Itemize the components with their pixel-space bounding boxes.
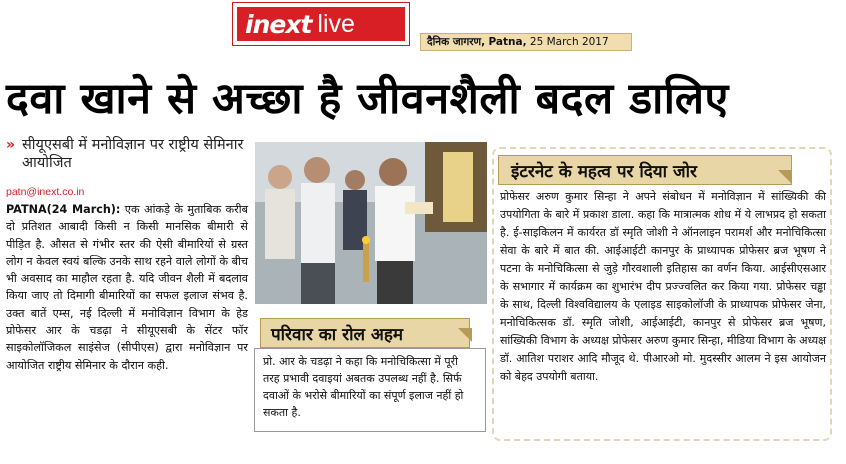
family-role-box — [254, 348, 486, 432]
source-name: दैनिक जागरण, — [427, 36, 486, 48]
heading-tail-decoration — [778, 170, 792, 184]
left-column — [6, 136, 248, 374]
source-date: 25 March 2017 — [529, 36, 609, 48]
article-body-text: एक आंकड़े के मुताबिक करीब दो प्रतिशत आबादी किसी न किसी मानसिक बीमारी से पीड़ित है. औसत से गंभीर स्तर की ऐसी बीमारियों से ग्रस्त लोग न केवल स्वयं बल्कि उनके साथ रहने वाले लोगों के बीच भी अवसाद का माहौल रहता है. यदि जीवन शैली में बदलाव किया जाए तो दिमागी बीमारियों का सफल इलाज संभव है. उक्त बातें एम्स, नई दिल्ली में मनोविज्ञान विभाग के हेड प्रोफेसर आर के चडढ़ा ने सीयूएसबी के सेंटर फॉर साइकोलॉजिकल साइंसेज (सीपीएस) द्वारा मनोविज्ञान पर आयोजित राष्ट्रीय सेमिनार के दौरान कही. — [6, 203, 248, 372]
family-role-heading: परिवार का रोल अहम — [260, 318, 470, 348]
sub-headline — [6, 136, 248, 172]
internet-box-text: प्रोफेसर अरुण कुमार सिन्हा ने अपने संबोधन में मनोविज्ञान में सांख्यिकी की उपयोगिता के बारे में प्रकाश डाला. कहा कि मात्रात्मक शोध में ये लाभप्रद हो सकता है. ई-साइकिलन में कार्यरत डॉ स्मृति जोशी ने ऑनलाइन परामर्श और मनोचिकित्सा सेवा के बारे में बात की. आईआईटी कानपुर के प्राध्यापक प्रोफेसर ब्रज भूषण ने पटना के मनोचिकित्सा से जुड़े गौरवशाली इतिहास का वर्णन किया. आईसीएसआर के सभागार में कार्यक्रम का शुभारंभ दीप प्रज्ज्वलित कर किया गया. प्रोफेसर चड्ढा के साथ, दिल्ली विश्वविद्यालय के एलाइड साइकोलॉजी के प्राध्यापक प्रोफेसर जेना, मनोचिकित्सक डॉ. स्मृति जोशी, आईआईटी, कानपुर से प्रोफेसर ब्रज भूषण, सांख्यिकी विभाग के अध्यक्ष प्रोफेसर अरुण कुमार सिन्हा, मीडिया विभाग के अध्यक्ष डॉ. आतिश पराशर आदि मौजूद थे. पीआरओ मो. मुदस्सीर आलम ने इस आयोजन को बेहद उपयोगी बताया. — [500, 190, 826, 383]
page-headline: दवा खाने से अच्छा है जीवनशैली बदल डालिए — [6, 74, 729, 124]
internet-heading: इंटरनेट के महत्व पर दिया जोर — [498, 155, 792, 185]
chevron-right-icon: » — [6, 137, 16, 153]
heading-tail-decoration — [458, 328, 472, 342]
inext-live-logo — [232, 2, 410, 46]
photo-icon — [255, 142, 487, 304]
event-photo — [255, 142, 487, 304]
logo-text-live: live — [317, 9, 355, 38]
author-email: patn@inext.co.in — [6, 186, 85, 198]
logo-background — [237, 7, 405, 41]
family-role-text: प्रो. आर के चडढ़ा ने कहा कि मनोचिकित्सा में पूरी तरह प्रभावी दवाइयां अबतक उपलब्ध नहीं है. सिर्फ दवाओं के भरोसे बीमारियों का संपूर्ण इलाज नहीं हो सकता है. — [263, 355, 464, 419]
source-bar — [420, 33, 632, 51]
source-city: Patna, — [488, 36, 527, 48]
dateline: PATNA(24 March): — [6, 203, 121, 216]
article-body — [6, 201, 248, 374]
logo-text-inext: inext — [245, 9, 312, 39]
sub-headline-text: सीयूएसबी में मनोविज्ञान पर राष्ट्रीय सेमिनार आयोजित — [22, 137, 244, 171]
